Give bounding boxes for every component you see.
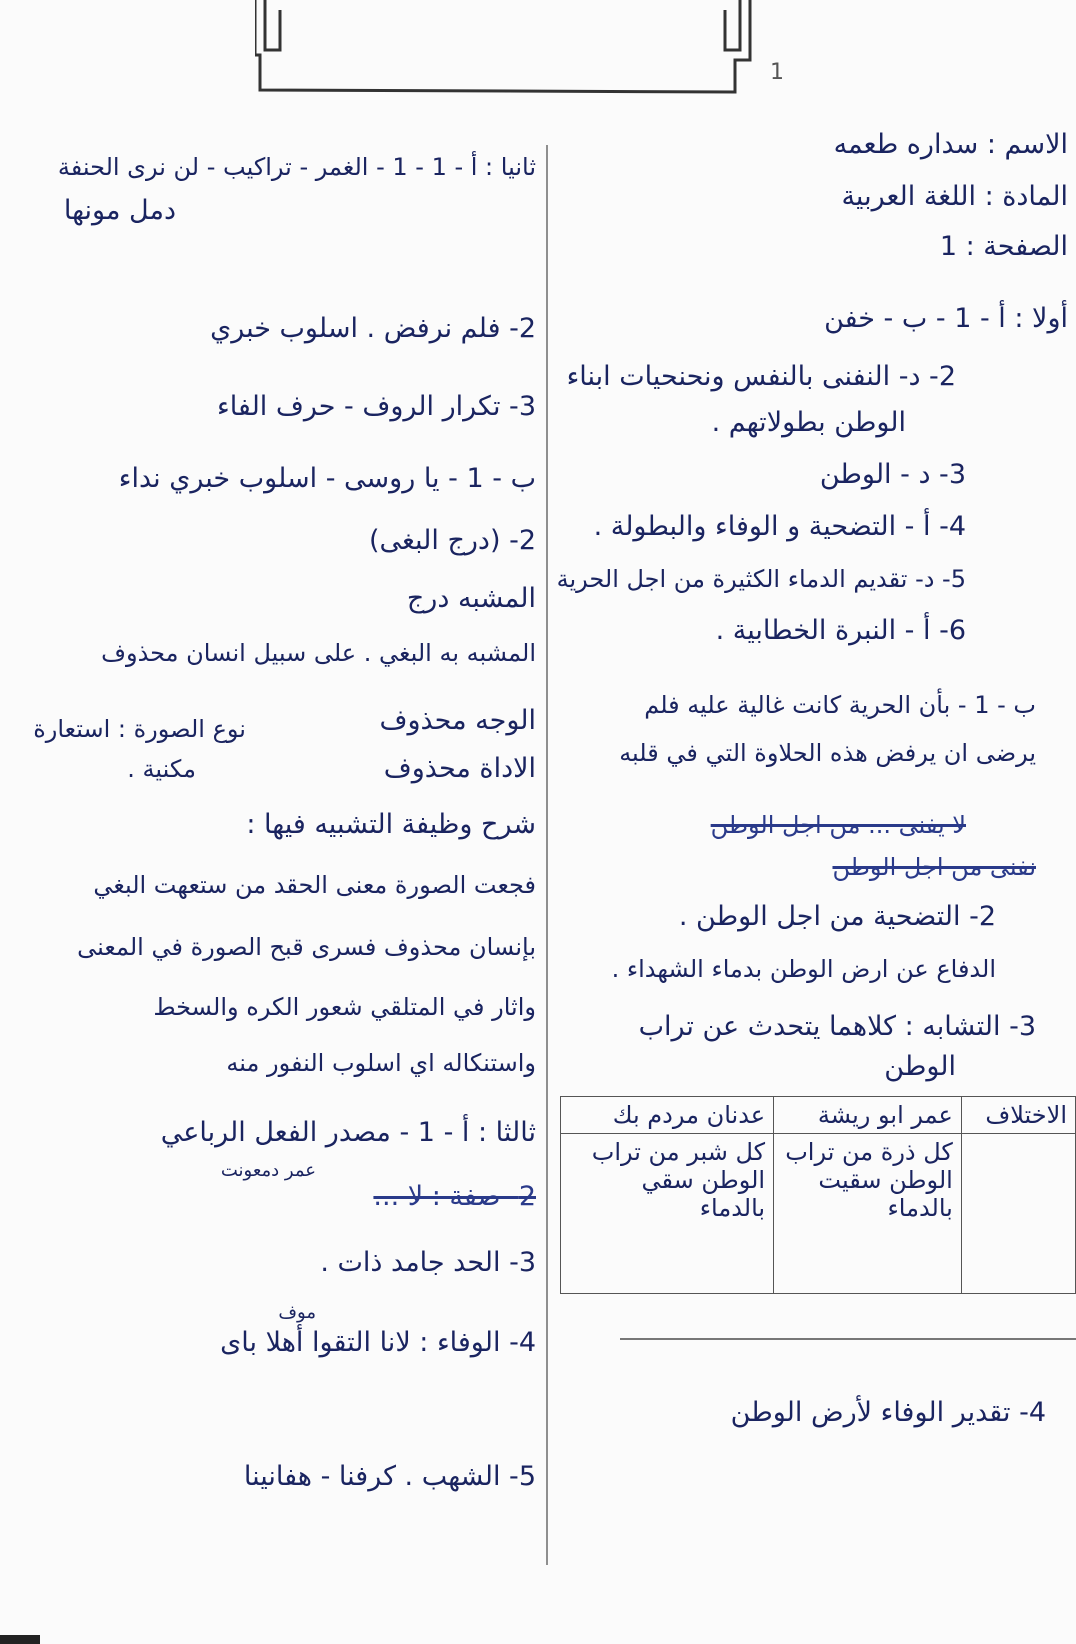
answer-line: 3- د - الوطن (819, 459, 966, 490)
answer-line: 3- التشابه : كلاهما يتحدث عن تراب (638, 1011, 1036, 1042)
subject-line: المادة : اللغة العربية (841, 181, 1068, 212)
table-cell: كل ذرة من تراب الوطن سقيت بالدماء (774, 1134, 962, 1294)
margin-note: عمر دمعونت (220, 1160, 316, 1181)
table-cell: كل شبر من تراب الوطن سقي بالدماء (561, 1134, 774, 1294)
answer-line: 2- (درج البغى) (368, 525, 536, 556)
table-header-cell: عمر ابو ريشة (774, 1097, 962, 1134)
table-header-cell: عدنان مردم بك (561, 1097, 774, 1134)
table-cell (961, 1134, 1075, 1294)
table-row (561, 1134, 1076, 1294)
answer-line: 4- تقدير الوفاء لأرض الوطن (730, 1397, 1046, 1428)
margin-note: موف (278, 1302, 316, 1323)
answer-line: بإنسان محذوف فسرى قبح الصورة في المعنى (77, 933, 536, 961)
answer-line: أولا : أ - 1 - ب - خفن (824, 303, 1068, 334)
answer-line: 3- الحد جامد ذات . (320, 1247, 536, 1278)
comparison-table (560, 1096, 1076, 1294)
answer-line: شرح وظيفة التشبيه فيها : (246, 809, 536, 840)
table-header-cell: الاختلاف (961, 1097, 1075, 1134)
struck-text: نفنى من اجل الوطن (832, 853, 1036, 881)
answer-line: ب - 1 - يا روسى - اسلوب خبري نداء (118, 463, 536, 494)
answer-line: 3- تكرار الروف - حرف الفاء (217, 391, 536, 422)
staple-clip-drawing (255, 0, 815, 100)
answer-line: المشبه به البغي . على سبيل انسان محذوف (101, 639, 536, 667)
page-line: الصفحة : 1 (939, 231, 1068, 262)
table-header-row (561, 1097, 1076, 1134)
answer-line: 4- الوفاء : لانا التقوا أهلا باى (220, 1327, 536, 1358)
answer-line: 2- فلم نرفض . اسلوب خبري (210, 313, 536, 344)
answer-line: الاداة محذوف (383, 753, 536, 784)
answer-line: الدفاع عن ارض الوطن بدماء الشهداء . (611, 955, 996, 983)
answer-line: 2- د- النفنى بالنفس ونحنحيات ابناء (566, 361, 956, 392)
answer-line: 5- د- تقديم الدماء الكثيرة من اجل الحرية (556, 565, 966, 593)
page-number: 1 (770, 60, 784, 85)
student-name: الاسم : سداره طعمه (833, 129, 1068, 160)
answer-line: واثار في المتلقي شعور الكره والسخط (153, 993, 536, 1021)
answer-line: 6- أ - النبرة الخطابية . (715, 615, 966, 646)
answer-line: ثالثا : أ - 1 - مصدر الفعل الرباعي (160, 1117, 536, 1148)
answer-line: 2- التضحية من اجل الوطن . (678, 901, 996, 932)
answer-line: الوطن بطولاتهم . (711, 407, 906, 438)
answer-line: ب - 1 - بأن الحرية كانت غالية عليه فلم (644, 691, 1036, 719)
answer-line: يرضى ان يرفض هذه الحلاوة التي في قلبه (619, 739, 1036, 767)
answer-line: الوجه محذوف (379, 705, 536, 736)
answer-line: 5- الشهب . كرفنا - هفانينا (243, 1461, 536, 1492)
answer-line: مكنية . (127, 755, 196, 783)
answer-line: واستنكاله اي اسلوب النفور منه (226, 1049, 536, 1077)
answer-line: الوطن (884, 1051, 956, 1082)
answer-line: فجعت الصورة معنى الحقد من ستعهت البغي (93, 871, 536, 899)
answer-line: ثانيا : أ - 1 - 1 - الغمر - تراكيب - لن نرى الحنفة (57, 153, 536, 181)
answer-line: دمل مونها (63, 195, 176, 226)
page-edge-mark (0, 1635, 40, 1644)
answer-line: المشبه درج (406, 583, 536, 614)
struck-text: لا يفنى ... من اجل الوطن (710, 811, 966, 839)
answer-line: 2- صفة : لا ... (373, 1181, 536, 1212)
column-divider (546, 145, 548, 1565)
rule-line (620, 1338, 1076, 1340)
answer-line: نوع الصورة : استعارة (33, 715, 246, 743)
answer-line: 4- أ - التضحية و الوفاء والبطولة . (593, 511, 966, 542)
